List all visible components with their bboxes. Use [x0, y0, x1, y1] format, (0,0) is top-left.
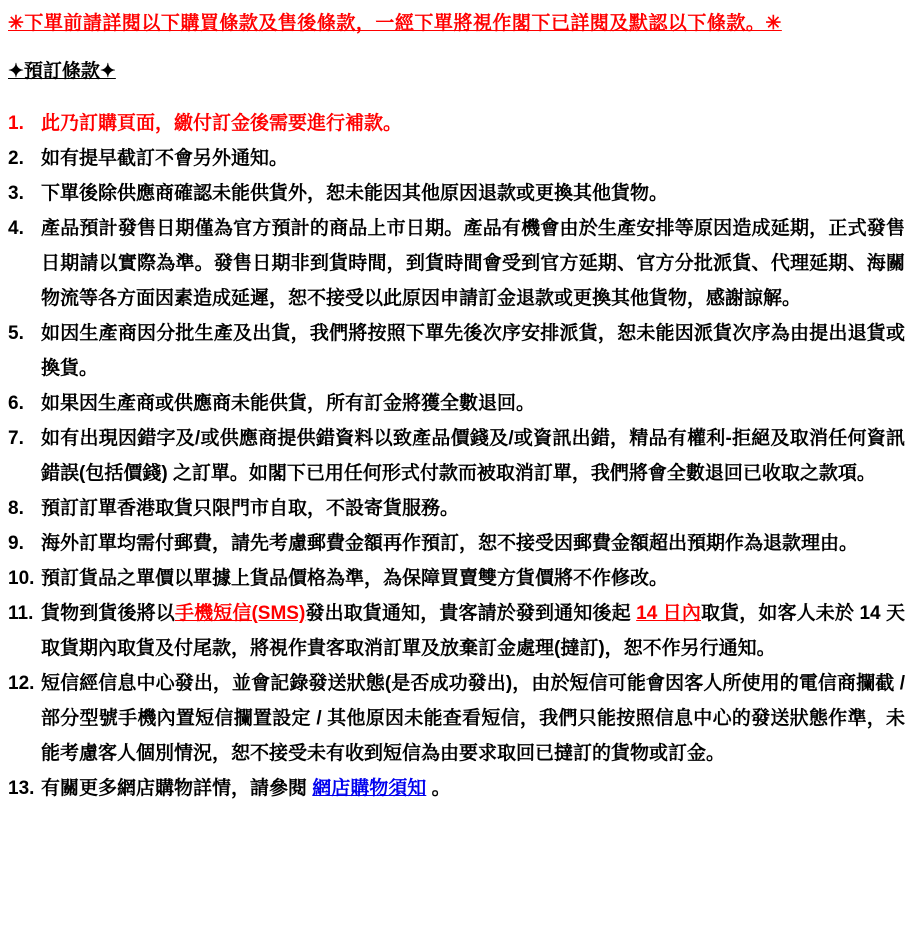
term-text	[41, 316, 905, 386]
term-text-segment: 下單後除供應商確認未能供貨外，恕未能因其他原因退款或更換其他貨物。	[41, 183, 669, 204]
term-number: 9.	[8, 533, 24, 554]
term-text-segment: 如因生產商因分批生產及出貨，我們將按照下單先後次序安排派貨，恕未能因派貨次序為由提出退貨或換貨。	[41, 323, 905, 379]
term-number: 8.	[8, 498, 24, 519]
term-item	[8, 491, 905, 526]
term-text-segment: 產品預計發售日期僅為官方預計的商品上市日期。產品有機會由於生產安排等原因造成延期，正式發售日期請以實際為準。發售日期非到貨時間，到貨時間會受到官方延期、官方分批派貨、代理延期、海關物流等各方面因素造成延遲，恕不接受以此原因申請訂金退款或更換其他貨物，感謝諒解。	[41, 218, 905, 309]
term-number: 13.	[8, 778, 35, 799]
term-item	[8, 421, 905, 491]
term-text	[41, 386, 905, 421]
highlighted-text: 14 日內	[636, 603, 701, 624]
term-text-segment: 如有出現因錯字及/或供應商提供錯資料以致產品價錢及/或資訊出錯，精品有權利-拒絕及取消任何資訊錯誤(包括價錢) 之訂單。如閣下已用任何形式付款而被取消訂單，我們將會全數退回已收取之款項。	[41, 428, 905, 484]
term-text-segment: 短信經信息中心發出，並會記錄發送狀態(是否成功發出)，由於短信可能會因客人所使用的電信商攔截 / 部分型號手機內置短信攔置設定 / 其他原因未能查看短信，我們只能按照信息中心的發送狀態作準，未能考慮客人個別情況，恕不接受未有收到短信為由要求取回已撻訂的貨物或訂金。	[41, 673, 905, 764]
term-item	[8, 771, 905, 806]
term-number: 6.	[8, 393, 24, 414]
term-item	[8, 666, 905, 771]
term-text	[41, 176, 905, 211]
term-text-segment: 。	[426, 778, 451, 799]
term-item	[8, 386, 905, 421]
term-text-segment: 如有提早截訂不會另外通知。	[41, 148, 289, 169]
term-text-segment: 如果因生產商或供應商未能供貨，所有訂金將獲全數退回。	[41, 393, 536, 414]
store-shopping-guide-link[interactable]: 網店購物須知	[312, 778, 427, 799]
term-text-segment: 取貨，如客人未於 14 天取貨期內取貨及付尾款，將視作貴客取消訂單及放棄訂金處理(撻訂)，恕不作另行通知。	[41, 603, 905, 659]
term-text	[41, 106, 905, 141]
term-number: 3.	[8, 183, 24, 204]
term-item	[8, 526, 905, 561]
term-text	[41, 491, 905, 526]
term-number: 2.	[8, 148, 24, 169]
term-item	[8, 211, 905, 316]
term-text-segment: 有關更多網店購物詳情，請參閱	[41, 778, 313, 799]
purchase-notice-header: ✳下單前請詳閱以下購買條款及售後條款，一經下單將視作閣下已詳閱及默認以下條款。✳	[8, 13, 782, 34]
term-item	[8, 561, 905, 596]
term-text-segment: 海外訂單均需付郵費，請先考慮郵費金額再作預訂，恕不接受因郵費金額超出預期作為退款理由。	[41, 533, 859, 554]
term-text	[41, 141, 905, 176]
term-number: 10.	[8, 568, 35, 589]
term-text	[41, 421, 905, 491]
term-item	[8, 106, 905, 141]
term-item	[8, 176, 905, 211]
highlighted-text: 手機短信(SMS)	[174, 603, 306, 624]
term-number: 1.	[8, 113, 24, 134]
term-text	[41, 561, 905, 596]
document	[8, 10, 905, 806]
term-text	[41, 526, 905, 561]
term-number: 12.	[8, 673, 35, 694]
term-item	[8, 316, 905, 386]
terms-list	[8, 106, 905, 806]
term-text	[41, 771, 905, 806]
term-text	[41, 596, 905, 666]
term-text-segment: 預訂訂單香港取貨只限門市自取，不設寄貨服務。	[41, 498, 460, 519]
term-text	[41, 211, 905, 316]
term-text-segment: 貨物到貨後將以	[41, 603, 175, 624]
term-number: 7.	[8, 428, 24, 449]
term-number: 4.	[8, 218, 24, 239]
preorder-terms-title: ✦預訂條款✦	[8, 61, 116, 82]
term-text	[41, 666, 905, 771]
term-text-segment: 預訂貨品之單價以單據上貨品價格為準，為保障買賣雙方貨價將不作修改。	[41, 568, 669, 589]
term-item	[8, 141, 905, 176]
term-number: 11.	[8, 603, 34, 624]
term-text-segment: 此乃訂購頁面，繳付訂金後需要進行補款。	[41, 113, 403, 134]
term-number: 5.	[8, 323, 24, 344]
term-text-segment: 發出取貨通知，貴客請於發到通知後起	[305, 603, 637, 624]
term-item	[8, 596, 905, 666]
